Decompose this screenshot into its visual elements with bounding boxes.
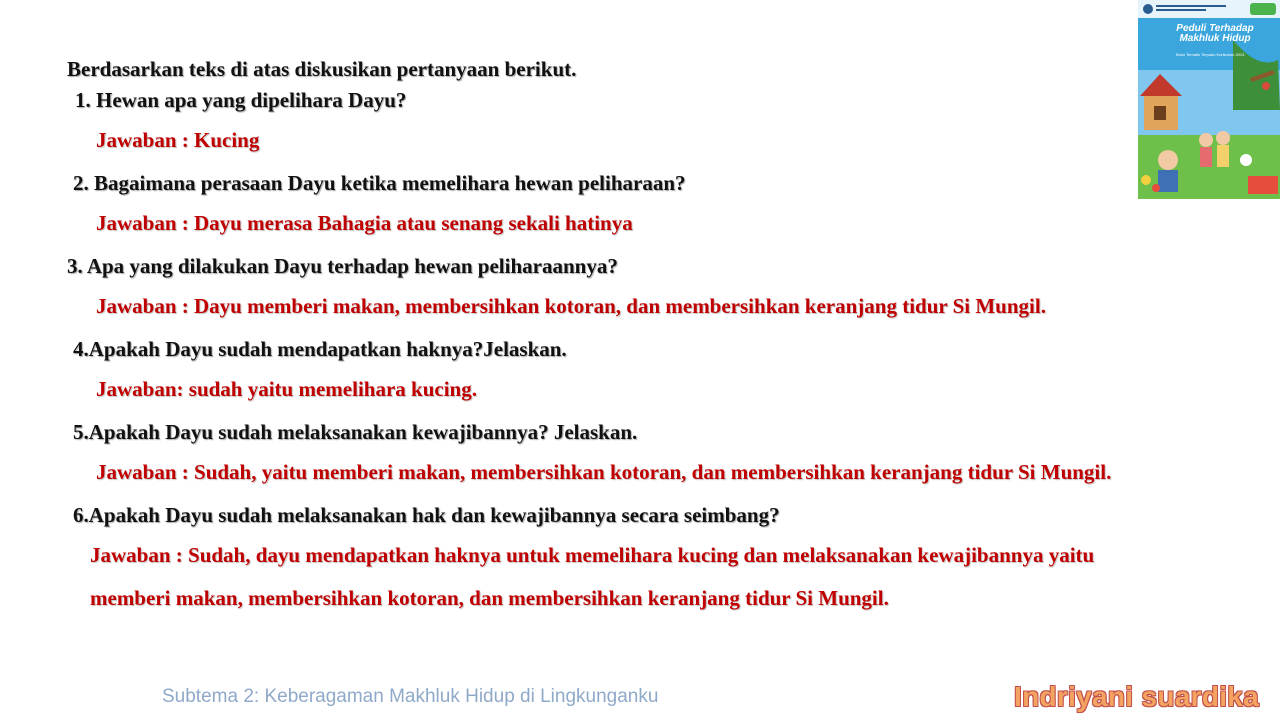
book-cover-image: [1138, 0, 1280, 199]
question-2: 2. Bagaimana perasaan Dayu ketika memelihara hewan peliharaan?: [73, 171, 686, 195]
answer-4: Jawaban: sudah yaitu memelihara kucing.: [96, 377, 477, 401]
answer-6-line-2: memberi makan, membersihkan kotoran, dan membersihkan keranjang tidur Si Mungil.: [90, 586, 889, 610]
question-6: 6.Apakah Dayu sudah melaksanakan hak dan kewajibannya secara seimbang?: [73, 503, 780, 527]
intro-text: Berdasarkan teks di atas diskusikan pertanyaan berikut.: [67, 57, 577, 81]
answer-2: Jawaban : Dayu merasa Bahagia atau senang sekali hatinya: [96, 211, 633, 235]
question-4: 4.Apakah Dayu sudah mendapatkan haknya?Jelaskan.: [73, 337, 567, 361]
answer-6-line-1: Jawaban : Sudah, dayu mendapatkan haknya untuk memelihara kucing dan melaksanakan kewajibannya yaitu: [90, 543, 1095, 567]
answer-1: Jawaban : Kucing: [96, 128, 260, 152]
author-signature: Indriyani suardika: [1014, 681, 1260, 712]
question-1: 1. Hewan apa yang dipelihara Dayu?: [75, 88, 407, 112]
footer-subtema: Subtema 2: Keberagaman Makhluk Hidup di Lingkunganku: [162, 686, 659, 707]
answer-5: Jawaban : Sudah, yaitu memberi makan, membersihkan kotoran, dan membersihkan keranjang tidur Si Mungil.: [96, 460, 1112, 484]
question-5: 5.Apakah Dayu sudah melaksanakan kewajibannya? Jelaskan.: [73, 420, 638, 444]
answer-3: Jawaban : Dayu memberi makan, membersihkan kotoran, dan membersihkan keranjang tidur Si Mungil.: [96, 294, 1046, 318]
question-3: 3. Apa yang dilakukan Dayu terhadap hewan peliharaannya?: [67, 254, 618, 278]
book-cover-subtitle: Buku Tematik Terpadu Kurikulum 2013: [1176, 52, 1245, 57]
book-cover-title: Peduli Terhadap Makhluk Hidup: [1176, 23, 1254, 44]
